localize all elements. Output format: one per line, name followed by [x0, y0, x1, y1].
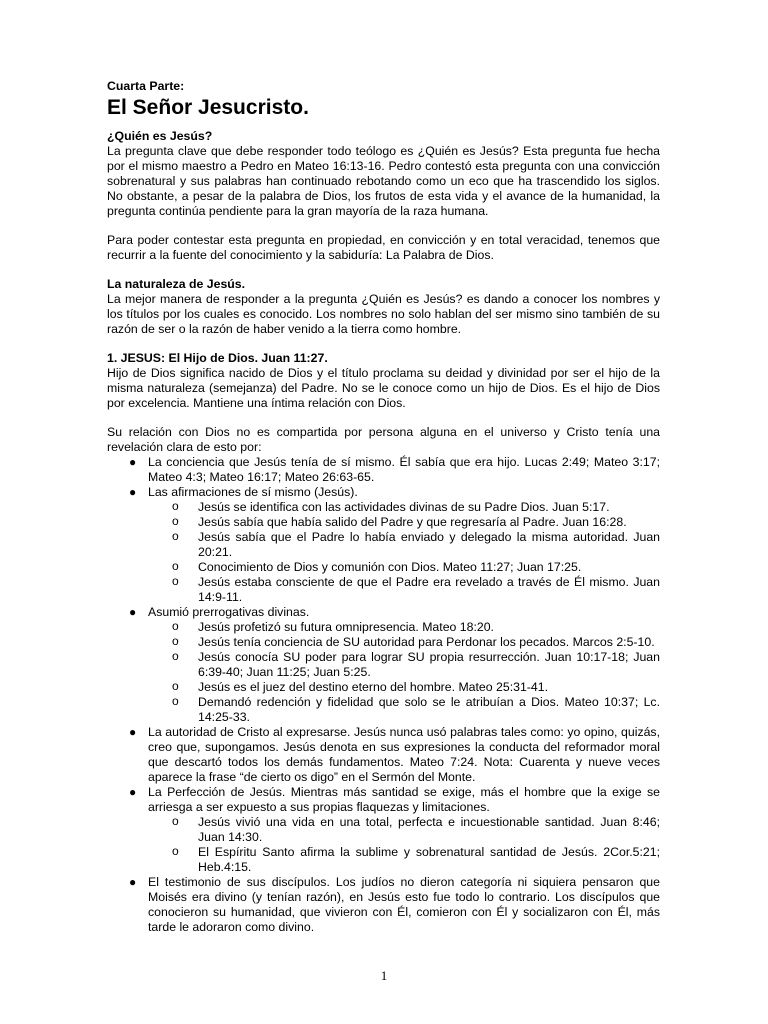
sub-item-text: Jesús se identifica con las actividades divinas de su Padre Dios. Juan 5:17. [198, 500, 610, 514]
circle-bullet-icon: o [172, 844, 179, 858]
sub-item [148, 845, 660, 875]
bullet-text: La Perfección de Jesús. Mientras más santidad se exige, más el hombre que la exige se arriesga a ser expuesto a sus propias flaquezas y limitaciones. [148, 785, 660, 814]
sub-item [148, 635, 660, 650]
bullet-text: Asumió prerrogativas divinas. [148, 605, 310, 619]
bullet-item [107, 605, 660, 725]
sub-item-text: Jesús vivió una vida en una total, perfecta e incuestionable santidad. Juan 8:46; Juan 14:30. [198, 815, 660, 844]
paragraph: Su relación con Dios no es compartida por persona alguna en el universo y Cristo tenía una revelación clara de esto por: [107, 425, 660, 454]
circle-bullet-icon: o [172, 529, 179, 543]
bullet-icon: ● [129, 875, 137, 889]
sub-item [148, 620, 660, 635]
sub-item [148, 515, 660, 530]
circle-bullet-icon: o [172, 814, 179, 828]
sub-item-text: Demandó redención y fidelidad que solo se le atribuían a Dios. Mateo 10:37; Lc. 14:25-33. [198, 695, 660, 724]
sub-item [148, 695, 660, 725]
sub-list [148, 815, 660, 875]
sub-item [148, 680, 660, 695]
section-heading-naturaleza: La naturaleza de Jesús. [107, 277, 246, 291]
sub-item-text: Jesús tenía conciencia de SU autoridad para Perdonar los pecados. Marcos 2:5-10. [198, 635, 655, 649]
circle-bullet-icon: o [172, 514, 179, 528]
paragraph: La mejor manera de responder a la pregunta ¿Quién es Jesús? es dando a conocer los nombres y los títulos por los cuales es conocido. Los nombres no solo hablan del ser mismo sino también de su razón de ser o la razón de haber venido a la tierra como hombre. [107, 292, 660, 336]
sub-item-text: Jesús conocía SU poder para lograr SU propia resurrección. Juan 10:17-18; Juan 6:39-40; Juan 11:25; Juan 5:25. [198, 650, 660, 679]
bullet-item [107, 455, 660, 485]
paragraph: Hijo de Dios significa nacido de Dios y el título proclama su deidad y divinidad por ser el hijo de la misma naturaleza (semejanza) del Padre. No se le conoce como un hijo de Dios. Es el hijo de Dios por excelencia. Mantiene una íntima relación con Dios. [107, 366, 660, 410]
document-body [107, 79, 660, 935]
bullet-icon: ● [129, 455, 137, 469]
sub-item-text: Jesús sabía que había salido del Padre y que regresaría al Padre. Juan 16:28. [198, 515, 627, 529]
sub-item [148, 560, 660, 575]
bullet-icon: ● [129, 785, 137, 799]
sub-item [148, 530, 660, 560]
sub-item-text: Conocimiento de Dios y comunión con Dios. Mateo 11:27; Juan 17:25. [198, 560, 582, 574]
bullet-text: La autoridad de Cristo al expresarse. Jesús nunca usó palabras tales como: yo opino, quizás, creo que, supongamos. Jesús denota en sus expresiones la conducta del reformador moral que descartó todos los demás fundamentos. Mateo 7:24. Nota: Cuarenta y nueve veces aparece la frase “de cierto os digo” en el Sermón del Monte. [148, 725, 660, 784]
circle-bullet-icon: o [172, 694, 179, 708]
sub-item [148, 575, 660, 605]
bullet-list [107, 455, 660, 935]
document-title: El Señor Jesucristo. [107, 96, 309, 119]
bullet-item [107, 485, 660, 605]
sub-item-text: Jesús estaba consciente de que el Padre era revelado a través de Él mismo. Juan 14:9-11. [198, 575, 660, 604]
sub-item-text: Jesús es el juez del destino eterno del hombre. Mateo 25:31-41. [198, 680, 548, 694]
sub-item [148, 500, 660, 515]
circle-bullet-icon: o [172, 679, 179, 693]
section-heading-hijo-de-dios: 1. JESUS: El Hijo de Dios. Juan 11:27. [107, 351, 328, 365]
bullet-icon: ● [129, 605, 137, 619]
bullet-text: Las afirmaciones de sí mismo (Jesús). [148, 485, 358, 499]
paragraph: Para poder contestar esta pregunta en propiedad, en convicción y en total veracidad, tenemos que recurrir a la fuente del conocimiento y la sabiduría: La Palabra de Dios. [107, 233, 660, 262]
bullet-icon: ● [129, 725, 137, 739]
sub-list [148, 500, 660, 605]
section-heading-quien-es-jesus: ¿Quién es Jesús? [107, 129, 213, 143]
sub-item-text: Jesús profetizó su futura omnipresencia. Mateo 18:20. [198, 620, 494, 634]
bullet-item [107, 785, 660, 875]
page-number: 1 [380, 968, 388, 983]
circle-bullet-icon: o [172, 619, 179, 633]
bullet-text: El testimonio de sus discípulos. Los judíos no dieron categoría ni siquiera pensaron que Moisés era divino (y tenían razón), en Jesús esto fue todo lo contrario. Los discípulos que conocieron su humanidad, que vivieron con Él, comieron con Él y socializaron con Él, más tarde le adoraron como divino. [148, 875, 660, 934]
bullet-text: La conciencia que Jesús tenía de sí mismo. Él sabía que era hijo. Lucas 2:49; Mateo 3:17; Mateo 4:3; Mateo 16:17; Mateo 26:63-65. [148, 455, 660, 484]
sub-list [148, 620, 660, 725]
sub-item [148, 650, 660, 680]
circle-bullet-icon: o [172, 499, 179, 513]
circle-bullet-icon: o [172, 649, 179, 663]
sub-item [148, 815, 660, 845]
part-label: Cuarta Parte: [107, 79, 185, 93]
bullet-item [107, 725, 660, 785]
sub-item-text: Jesús sabía que el Padre lo había enviado y delegado la misma autoridad. Juan 20:21. [198, 530, 660, 559]
sub-item-text: El Espíritu Santo afirma la sublime y sobrenatural santidad de Jesús. 2Cor.5:21; Heb.4:15. [198, 845, 660, 874]
bullet-item [107, 875, 660, 935]
circle-bullet-icon: o [172, 559, 179, 573]
paragraph: La pregunta clave que debe responder todo teólogo es ¿Quién es Jesús? Esta pregunta fue hecha por el mismo maestro a Pedro en Mateo 16:13-16. Pedro contestó esta pregunta con una convicción sobrenatural y sus palabras han continuado rebotando como un eco que ha trascendido los siglos. No obstante, a pesar de la palabra de Dios, los frutos de esta vida y el avance de la humanidad, la pregunta continúa pendiente para la gran mayoría de la raza humana. [107, 144, 660, 218]
circle-bullet-icon: o [172, 634, 179, 648]
bullet-icon: ● [129, 485, 137, 499]
circle-bullet-icon: o [172, 574, 179, 588]
